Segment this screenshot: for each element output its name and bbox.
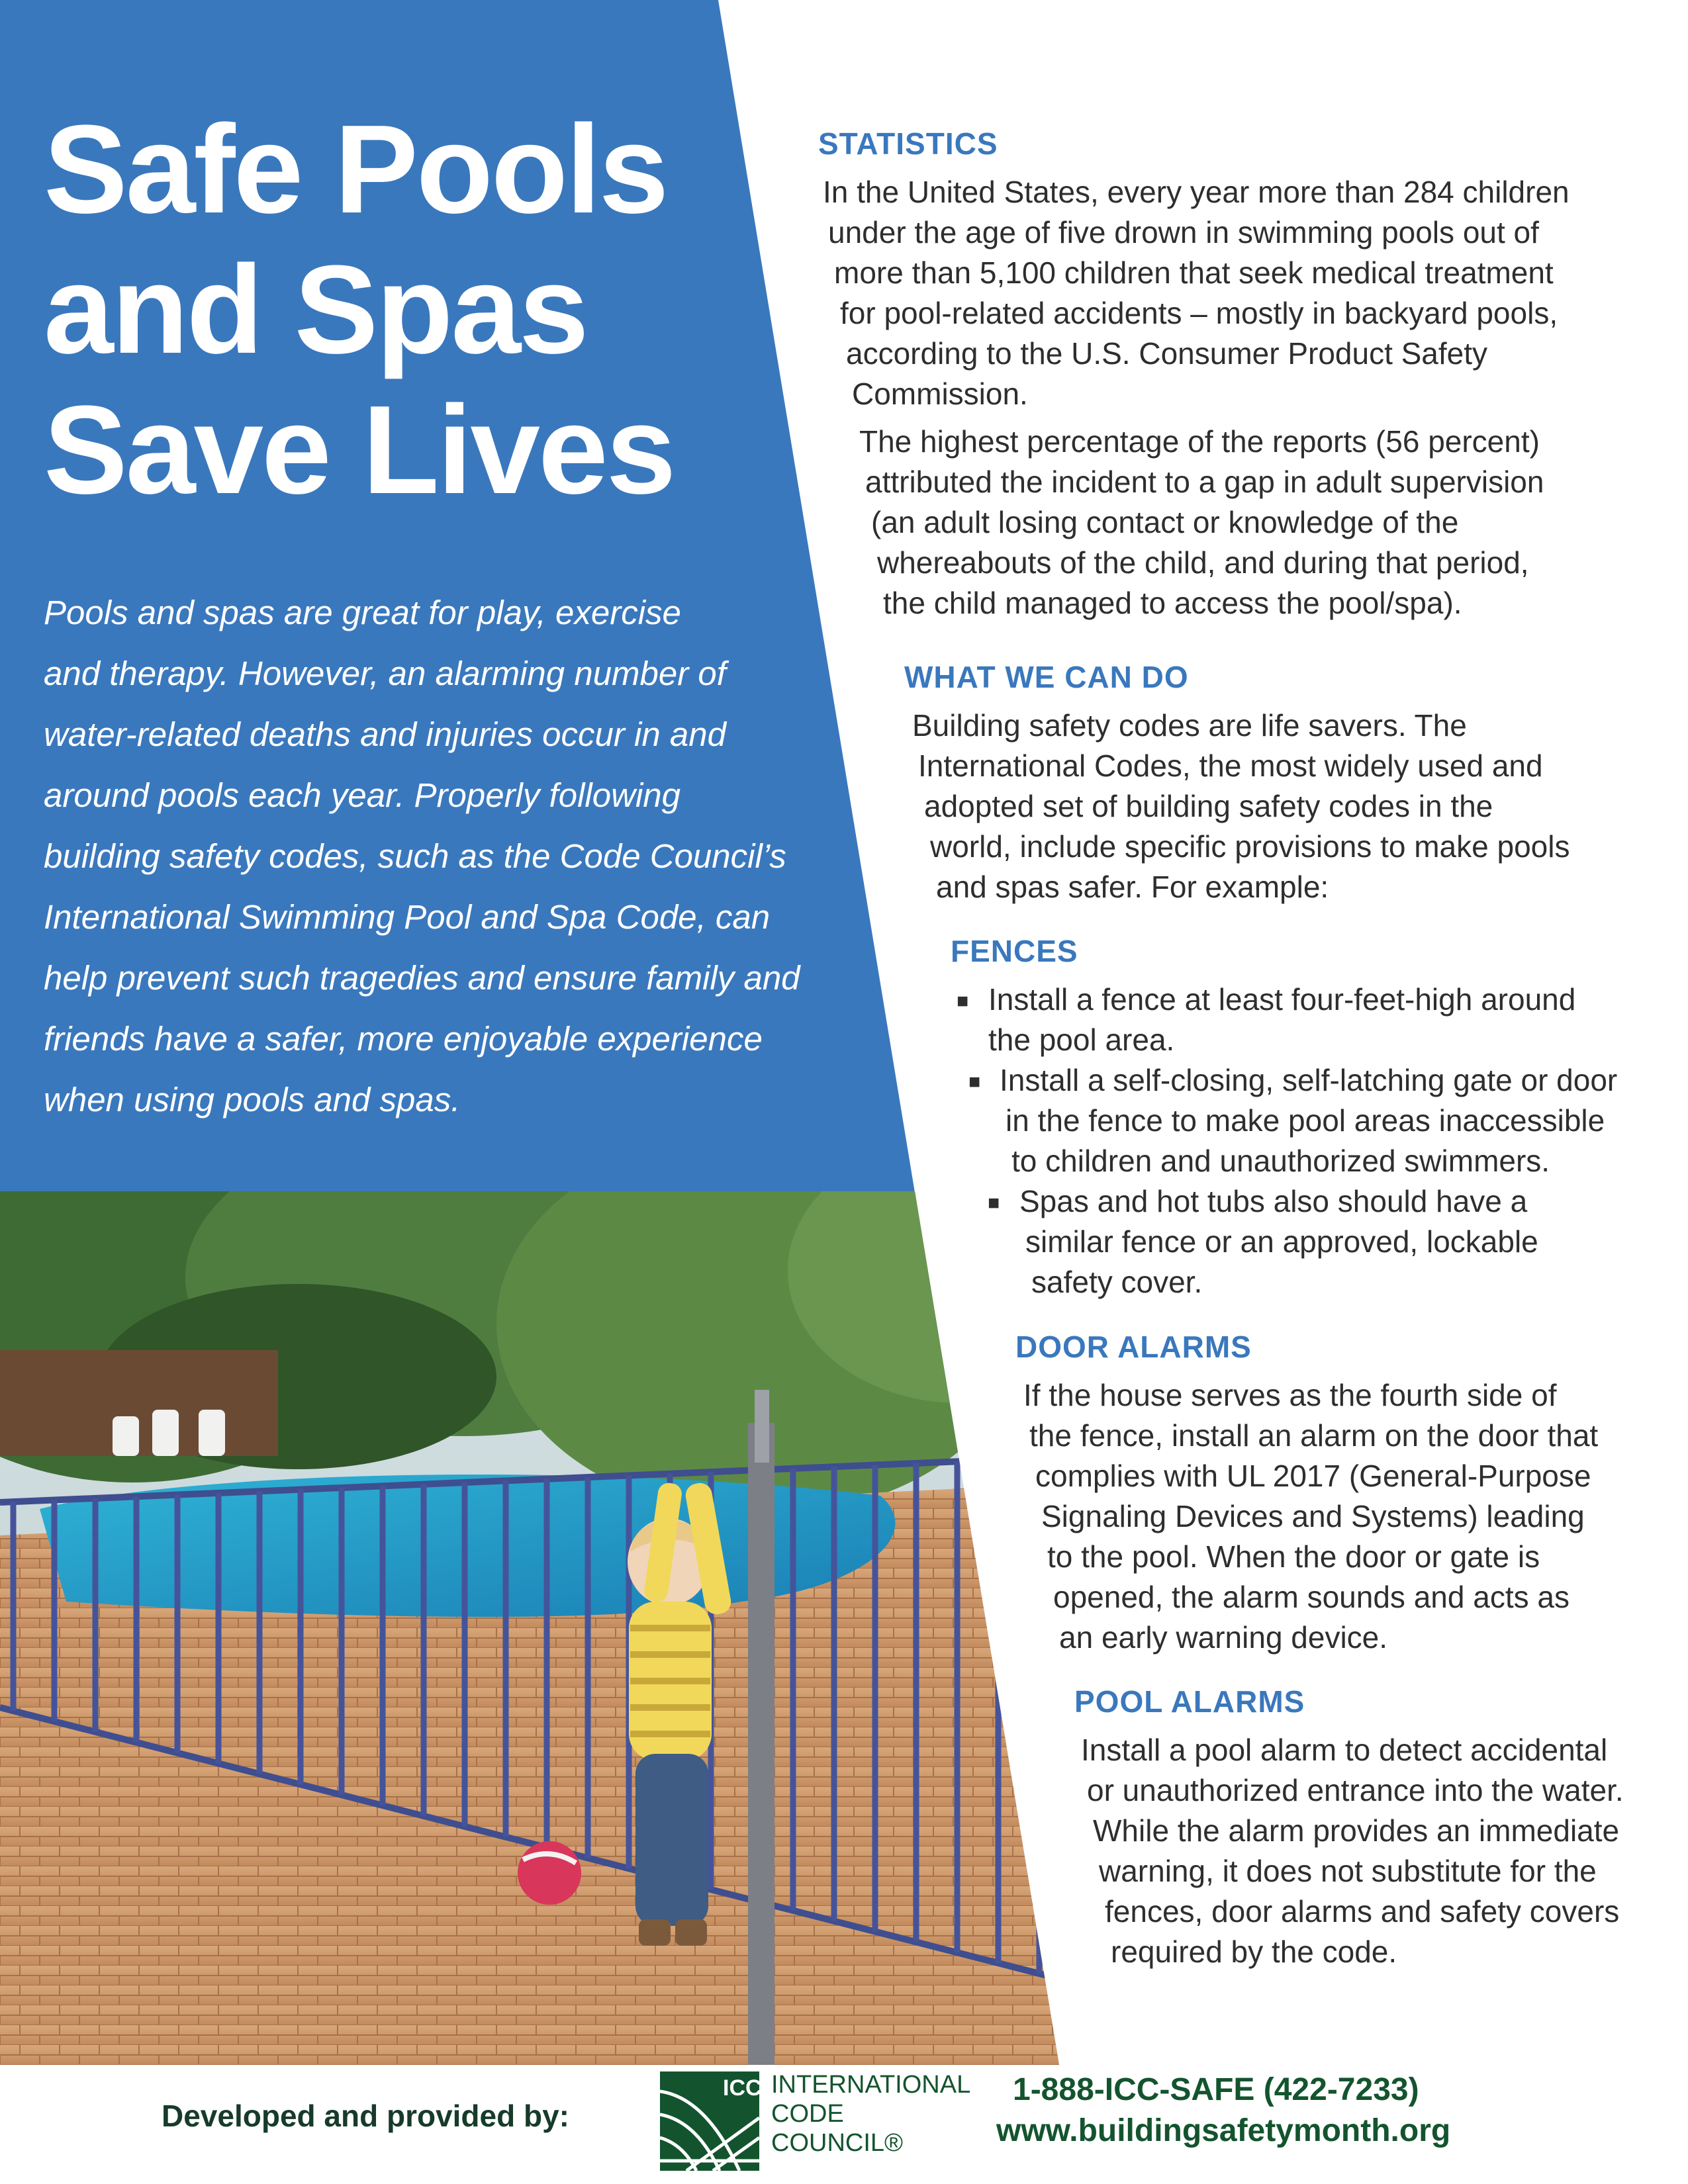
icc-name-line: COUNCIL® [771,2129,904,2157]
intro-line: help prevent such tragedies and ensure family and [44,959,800,997]
pool-fence-photo [0,1191,1086,2065]
statistics-line: for pool-related accidents – mostly in backyard pools, [840,296,1558,330]
statistics-line: The highest percentage of the reports (56 percent) [859,424,1540,459]
fences-line: similar fence or an approved, lockable [1025,1224,1538,1259]
door-alarms-line: the fence, install an alarm on the door that [1029,1418,1599,1453]
statistics-line: attributed the incident to a gap in adult supervision [865,465,1544,499]
intro-line: International Swimming Pool and Spa Code, can [44,898,771,936]
icc-name-line: CODE [771,2100,844,2128]
icc-logo-icon [660,2071,759,2171]
door-alarms-line: an early warning device. [1059,1620,1388,1655]
statistics-line: whereabouts of the child, and during that period, [877,545,1529,580]
statistics-line: under the age of five drown in swimming pools out of [828,215,1539,250]
statistics-line: (an adult losing contact or knowledge of the [871,505,1459,539]
pool-alarms-line: required by the code. [1111,1934,1397,1969]
intro-paragraph [44,582,838,1130]
fences-line: to children and unauthorized swimmers. [1011,1144,1550,1178]
pool-alarms-heading: POOL ALARMS [1074,1684,1305,1719]
fences-line: safety cover. [1031,1265,1203,1299]
statistics-line: more than 5,100 children that seek medical treatment [834,255,1554,290]
statistics-line: the child managed to access the pool/spa). [883,586,1462,620]
door-alarms-line: opened, the alarm sounds and acts as [1053,1580,1570,1614]
what-we-can-do-line: Building safety codes are life savers. The [912,708,1467,743]
fences-line: the pool area. [988,1023,1175,1057]
statistics-heading: STATISTICS [818,126,998,161]
statistics-line: according to the U.S. Consumer Product Safety [846,336,1488,371]
icc-name-line: INTERNATIONAL [771,2071,971,2099]
intro-line: when using pools and spas. [44,1081,461,1118]
fences-line: Install a fence at least four-feet-high around [988,982,1576,1017]
intro-line: water-related deaths and injuries occur in and [44,715,727,753]
intro-line: and therapy. However, an alarming number of [44,655,726,692]
pool-alarms-line: or unauthorized entrance into the water. [1087,1773,1624,1807]
what-we-can-do-heading: WHAT WE CAN DO [904,660,1189,694]
intro-line: building safety codes, such as the Code Council’s [44,837,786,875]
pool-alarms-line: Install a pool alarm to detect accidental [1081,1733,1608,1767]
bullet-icon: ■ [968,1071,981,1093]
icc-logo-text: ICC [723,2075,759,2101]
page-title [44,99,674,520]
door-alarms-line: Signaling Devices and Systems) leading [1041,1499,1585,1533]
phone-number: 1-888-ICC-SAFE (422-7233) [1013,2072,1419,2107]
statistics-line: Commission. [852,377,1028,411]
what-we-can-do-line: world, include specific provisions to make pools [930,829,1570,864]
door-alarms-line: to the pool. When the door or gate is [1047,1539,1540,1574]
fences-heading: FENCES [951,934,1078,968]
what-we-can-do-line: and spas safer. For example: [936,870,1329,904]
title-line: Save Lives [44,380,675,520]
statistics-line: In the United States, every year more than 284 children [823,175,1570,209]
bullet-icon: ■ [988,1192,1000,1214]
pool-alarms-line: warning, it does not substitute for the [1099,1854,1597,1888]
title-line: and Spas [44,240,587,380]
provided-by-label: Developed and provided by: [162,2099,569,2133]
pool-alarms-line: While the alarm provides an immediate [1093,1813,1620,1848]
pool-alarms-line: fences, door alarms and safety covers [1105,1894,1620,1929]
fences-line: in the fence to make pool areas inaccessible [1006,1103,1605,1138]
what-we-can-do-line: adopted set of building safety codes in the [924,789,1493,823]
what-we-can-do-line: International Codes, the most widely used and [918,749,1543,783]
fences-line: Install a self-closing, self-latching gate or door [1000,1063,1618,1097]
website-link[interactable]: www.buildingsafetymonth.org [996,2113,1451,2148]
door-alarms-line: If the house serves as the fourth side of [1023,1378,1557,1412]
intro-line: Pools and spas are great for play, exercise [44,594,681,631]
fences-line: Spas and hot tubs also should have a [1019,1184,1528,1218]
bullet-icon: ■ [957,990,969,1012]
door-alarms-line: complies with UL 2017 (General-Purpose [1035,1459,1591,1493]
title-line: Safe Pools [44,99,667,240]
door-alarms-heading: DOOR ALARMS [1015,1330,1252,1364]
intro-line: around pools each year. Properly following [44,776,681,814]
intro-line: friends have a safer, more enjoyable experience [44,1020,763,1058]
